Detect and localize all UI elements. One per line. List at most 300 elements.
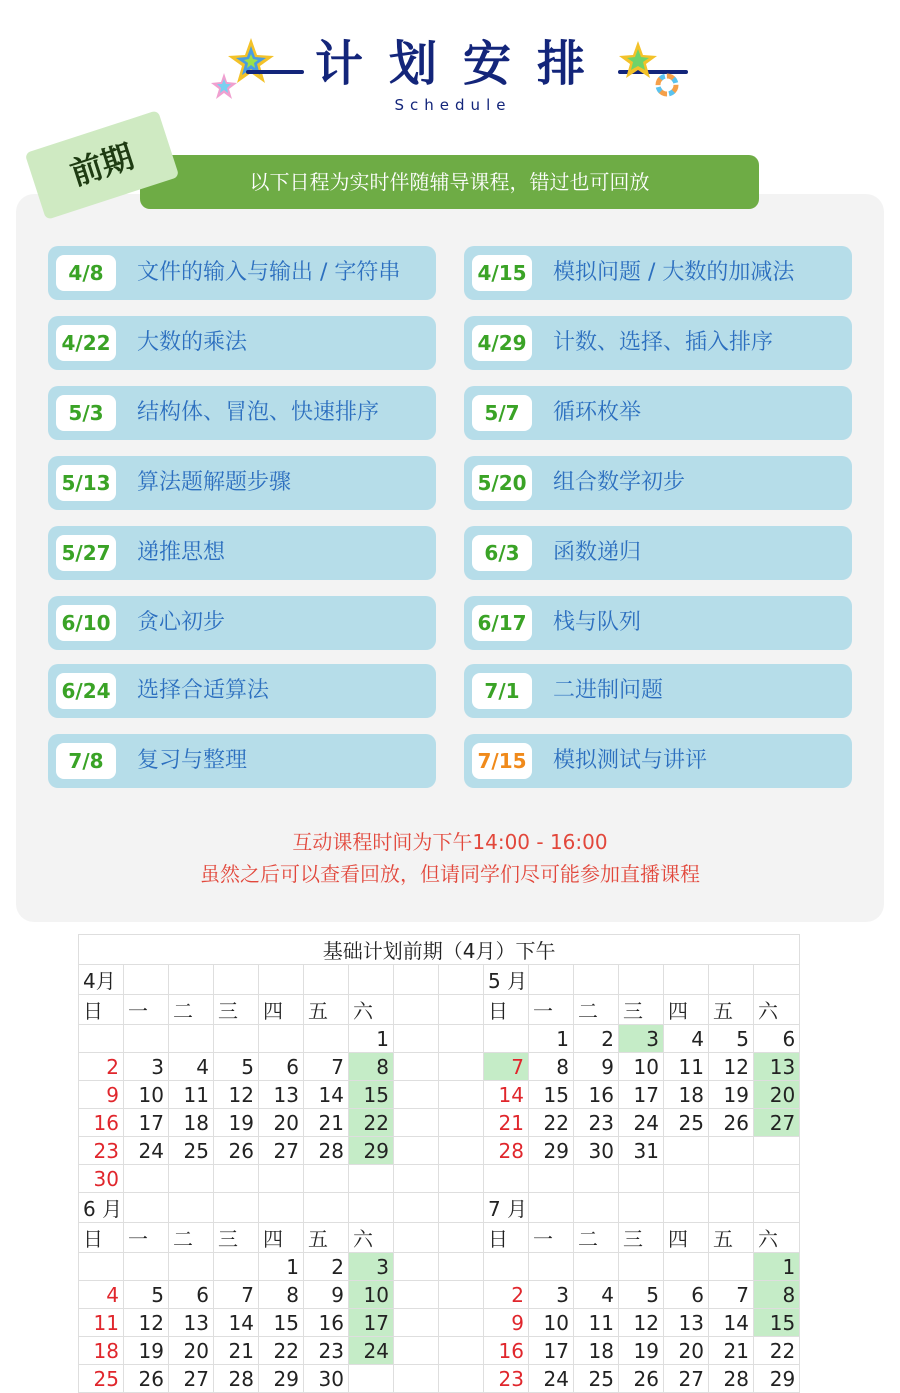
calendar-day: 23 — [574, 1109, 619, 1137]
ring-icon — [654, 72, 680, 98]
calendar-day: 30 — [79, 1165, 124, 1193]
schedule-row — [48, 386, 436, 440]
schedule-topic: 复习与整理 — [137, 748, 248, 773]
page-title: 计划安排 — [314, 36, 611, 92]
calendar-caption-row — [79, 935, 800, 965]
calendar-day: 24 — [529, 1365, 574, 1393]
calendar-day: 1 — [754, 1253, 800, 1281]
calendar-week-row — [79, 1025, 800, 1053]
weekday-header: 一 — [529, 1223, 574, 1253]
calendar-day: 26 — [619, 1365, 664, 1393]
weekday-header: 二 — [574, 995, 619, 1025]
calendar-empty-cell — [394, 1025, 439, 1053]
calendar-day: 29 — [529, 1137, 574, 1165]
calendar-day: 1 — [349, 1025, 394, 1053]
calendar-day: 6 — [169, 1281, 214, 1309]
calendar-day: 16 — [574, 1081, 619, 1109]
calendar-empty-cell — [169, 1165, 214, 1193]
schedule-row — [48, 246, 436, 300]
calendar-day: 20 — [259, 1109, 304, 1137]
calendar-empty-cell — [214, 1165, 259, 1193]
calendar-empty-cell — [349, 1365, 394, 1393]
calendar-week-row — [79, 1053, 800, 1081]
calendar-empty-cell — [709, 1253, 754, 1281]
calendar-day: 25 — [79, 1365, 124, 1393]
calendar-empty-cell — [259, 1193, 304, 1223]
calendar-day: 14 — [214, 1309, 259, 1337]
calendar-day: 5 — [124, 1281, 169, 1309]
schedule-topic: 文件的输入与输出 / 字符串 — [137, 260, 401, 285]
calendar-empty-cell — [259, 1025, 304, 1053]
calendar-empty-cell — [439, 1337, 484, 1365]
schedule-row — [464, 316, 852, 370]
calendar-day: 8 — [259, 1281, 304, 1309]
calendar-empty-cell — [124, 1193, 169, 1223]
calendar-empty-cell — [619, 1165, 664, 1193]
calendar-day: 12 — [214, 1081, 259, 1109]
schedule-row — [48, 596, 436, 650]
calendar-day: 3 — [124, 1053, 169, 1081]
schedule-row — [464, 596, 852, 650]
calendar-empty-cell — [349, 1165, 394, 1193]
schedule-date: 5/27 — [56, 535, 116, 571]
calendar-day: 2 — [574, 1025, 619, 1053]
schedule-date: 5/13 — [56, 465, 116, 501]
calendar-day: 3 — [619, 1025, 664, 1053]
schedule-row — [464, 526, 852, 580]
calendar-day: 19 — [619, 1337, 664, 1365]
calendar-day: 11 — [664, 1053, 709, 1081]
calendar-day: 25 — [169, 1137, 214, 1165]
calendar-day: 27 — [664, 1365, 709, 1393]
replay-note: 虽然之后可以查看回放，但请同学们尽可能参加直播课程 — [200, 862, 700, 886]
calendar-empty-cell — [304, 1025, 349, 1053]
schedule-row — [464, 664, 852, 718]
calendar-empty-cell — [574, 1165, 619, 1193]
calendar-week-row — [79, 1309, 800, 1337]
calendar-empty-cell — [529, 965, 574, 995]
calendar-day: 1 — [529, 1025, 574, 1053]
calendar-day: 7 — [304, 1053, 349, 1081]
calendar-day: 22 — [754, 1337, 800, 1365]
calendar-empty-cell — [394, 1165, 439, 1193]
schedule-row — [48, 316, 436, 370]
calendar-day: 29 — [259, 1365, 304, 1393]
calendar-empty-cell — [394, 1193, 439, 1223]
calendar-empty-cell — [484, 1165, 529, 1193]
calendar-empty-cell — [394, 1223, 439, 1253]
calendar-day: 24 — [349, 1337, 394, 1365]
schedule-row — [464, 246, 852, 300]
calendar-empty-cell — [169, 965, 214, 995]
calendar-caption: 基础计划前期（4月）下午 — [79, 935, 800, 965]
calendar-empty-cell — [664, 1165, 709, 1193]
calendar-empty-cell — [124, 1025, 169, 1053]
calendar-day: 16 — [304, 1309, 349, 1337]
calendar-day: 10 — [529, 1309, 574, 1337]
calendar-day: 8 — [529, 1053, 574, 1081]
calendar-day: 4 — [664, 1025, 709, 1053]
calendar-empty-cell — [394, 1281, 439, 1309]
calendar-day: 22 — [259, 1337, 304, 1365]
calendar-month-label: 7 月 — [484, 1193, 529, 1223]
calendar-day: 6 — [754, 1025, 800, 1053]
weekday-header: 日 — [484, 1223, 529, 1253]
calendar-week-row — [79, 1281, 800, 1309]
weekday-header: 四 — [259, 1223, 304, 1253]
calendar-empty-cell — [664, 965, 709, 995]
calendar-day: 7 — [214, 1281, 259, 1309]
calendar-empty-cell — [394, 1137, 439, 1165]
schedule-date: 6/10 — [56, 605, 116, 641]
calendar-weekday-row — [79, 995, 800, 1025]
schedule-date: 5/20 — [472, 465, 532, 501]
calendar-empty-cell — [169, 1253, 214, 1281]
calendar-empty-cell — [79, 1253, 124, 1281]
calendar-day: 28 — [304, 1137, 349, 1165]
calendar-day: 25 — [664, 1109, 709, 1137]
weekday-header: 三 — [214, 1223, 259, 1253]
calendar-week-row — [79, 1253, 800, 1281]
weekday-header: 六 — [349, 995, 394, 1025]
calendar-empty-cell — [439, 1165, 484, 1193]
calendar-day: 29 — [349, 1137, 394, 1165]
calendar-day: 3 — [349, 1253, 394, 1281]
calendar-day: 21 — [214, 1337, 259, 1365]
schedule-topic: 组合数学初步 — [553, 470, 686, 495]
calendar-day: 28 — [709, 1365, 754, 1393]
page-subtitle: Schedule — [394, 96, 512, 114]
calendar-week-row — [79, 1337, 800, 1365]
schedule-topic: 栈与队列 — [553, 610, 642, 635]
calendar-empty-cell — [439, 1253, 484, 1281]
calendar-empty-cell — [394, 1365, 439, 1393]
calendar-empty-cell — [439, 1053, 484, 1081]
calendar-day: 16 — [79, 1109, 124, 1137]
schedule-row — [48, 734, 436, 788]
calendar-day: 13 — [664, 1309, 709, 1337]
calendar-day: 17 — [619, 1081, 664, 1109]
schedule-row — [464, 386, 852, 440]
calendar-day: 18 — [664, 1081, 709, 1109]
calendar-empty-cell — [439, 1281, 484, 1309]
calendar-day: 30 — [304, 1365, 349, 1393]
calendar-empty-cell — [124, 1165, 169, 1193]
schedule-date: 4/15 — [472, 255, 532, 291]
calendar-day: 20 — [754, 1081, 800, 1109]
schedule-date: 6/24 — [56, 673, 116, 709]
sparkle-star-icon — [618, 40, 658, 80]
calendar-empty-cell — [754, 1193, 800, 1223]
calendar-empty-cell — [214, 1253, 259, 1281]
weekday-header: 一 — [529, 995, 574, 1025]
schedule-date: 5/3 — [56, 395, 116, 431]
calendar-empty-cell — [439, 1025, 484, 1053]
weekday-header: 五 — [304, 995, 349, 1025]
weekday-header: 二 — [574, 1223, 619, 1253]
schedule-topic: 二进制问题 — [553, 678, 664, 703]
calendar-empty-cell — [529, 1165, 574, 1193]
calendar-empty-cell — [394, 1253, 439, 1281]
calendar-empty-cell — [439, 1309, 484, 1337]
calendar-day: 2 — [484, 1281, 529, 1309]
calendar-day: 28 — [214, 1365, 259, 1393]
calendar-day: 19 — [214, 1109, 259, 1137]
calendar-empty-cell — [754, 1137, 800, 1165]
calendar-empty-cell — [439, 1081, 484, 1109]
calendar-day: 13 — [259, 1081, 304, 1109]
calendar-month-row — [79, 965, 800, 995]
schedule-row — [48, 664, 436, 718]
weekday-header: 二 — [169, 1223, 214, 1253]
calendar-day: 23 — [79, 1137, 124, 1165]
calendar-week-row — [79, 1137, 800, 1165]
calendar-day: 1 — [259, 1253, 304, 1281]
weekday-header: 四 — [664, 995, 709, 1025]
schedule-topic: 函数递归 — [553, 540, 642, 565]
calendar-empty-cell — [304, 1165, 349, 1193]
calendar-empty-cell — [304, 965, 349, 995]
calendar-empty-cell — [394, 1309, 439, 1337]
calendar-empty-cell — [664, 1253, 709, 1281]
weekday-header: 六 — [349, 1223, 394, 1253]
weekday-header: 三 — [214, 995, 259, 1025]
weekday-header: 五 — [304, 1223, 349, 1253]
schedule-date: 4/8 — [56, 255, 116, 291]
schedule-date: 7/15 — [472, 743, 532, 779]
weekday-header: 二 — [169, 995, 214, 1025]
weekday-header: 三 — [619, 1223, 664, 1253]
calendar-empty-cell — [439, 995, 484, 1025]
schedule-date: 6/3 — [472, 535, 532, 571]
schedule-date: 4/29 — [472, 325, 532, 361]
calendar-day: 15 — [754, 1309, 800, 1337]
calendar-day: 24 — [619, 1109, 664, 1137]
calendar-day: 16 — [484, 1337, 529, 1365]
calendar-day: 12 — [709, 1053, 754, 1081]
class-time-note: 互动课程时间为下午14:00 - 16:00 — [292, 830, 608, 854]
calendar-empty-cell — [709, 1193, 754, 1223]
calendar-day: 7 — [484, 1053, 529, 1081]
calendar-day: 9 — [304, 1281, 349, 1309]
schedule-date: 6/17 — [472, 605, 532, 641]
calendar-day: 9 — [574, 1053, 619, 1081]
calendar-day: 26 — [124, 1365, 169, 1393]
calendar-day: 12 — [124, 1309, 169, 1337]
schedule-topic: 结构体、冒泡、快速排序 — [137, 400, 380, 425]
calendar-day: 10 — [619, 1053, 664, 1081]
calendar-empty-cell — [439, 1137, 484, 1165]
calendar-day: 18 — [169, 1109, 214, 1137]
calendar-day: 8 — [349, 1053, 394, 1081]
calendar-day: 8 — [754, 1281, 800, 1309]
schedule-topic: 算法题解题步骤 — [137, 470, 292, 495]
calendar-empty-cell — [754, 1165, 800, 1193]
calendar-week-row — [79, 1109, 800, 1137]
calendar-week-row — [79, 1081, 800, 1109]
calendar-empty-cell — [484, 1253, 529, 1281]
calendar-day: 30 — [574, 1137, 619, 1165]
calendar-empty-cell — [664, 1137, 709, 1165]
calendar-day: 19 — [124, 1337, 169, 1365]
calendar-empty-cell — [394, 965, 439, 995]
calendar-day: 23 — [304, 1337, 349, 1365]
schedule-date: 7/8 — [56, 743, 116, 779]
calendar-day: 21 — [304, 1109, 349, 1137]
calendar-day: 20 — [664, 1337, 709, 1365]
calendar-day: 14 — [484, 1081, 529, 1109]
calendar-day: 19 — [709, 1081, 754, 1109]
calendar-empty-cell — [439, 1365, 484, 1393]
calendar-week-row — [79, 1165, 800, 1193]
calendar-week-row — [79, 1365, 800, 1393]
calendar-day: 17 — [529, 1337, 574, 1365]
schedule-topic: 模拟问题 / 大数的加减法 — [553, 260, 795, 285]
calendar-day: 5 — [709, 1025, 754, 1053]
calendar-empty-cell — [754, 965, 800, 995]
calendar-empty-cell — [619, 1253, 664, 1281]
calendar-day: 12 — [619, 1309, 664, 1337]
calendar-empty-cell — [709, 965, 754, 995]
calendar-empty-cell — [529, 1193, 574, 1223]
calendar-empty-cell — [394, 1081, 439, 1109]
weekday-header: 一 — [124, 995, 169, 1025]
calendar-day: 27 — [259, 1137, 304, 1165]
calendar-day: 18 — [79, 1337, 124, 1365]
calendar-empty-cell — [349, 1193, 394, 1223]
schedule-row — [464, 734, 852, 788]
calendar-empty-cell — [259, 965, 304, 995]
calendar-day: 17 — [349, 1309, 394, 1337]
calendar-day: 14 — [304, 1081, 349, 1109]
schedule-topic: 计数、选择、插入排序 — [553, 330, 774, 355]
schedule-banner: 以下日程为实时伴随辅导课程，错过也可回放 — [140, 155, 759, 209]
weekday-header: 日 — [79, 1223, 124, 1253]
schedule-topic: 贪心初步 — [137, 610, 226, 635]
calendar-month-label: 5 月 — [484, 965, 529, 995]
calendar-day: 10 — [124, 1081, 169, 1109]
calendar-day: 22 — [349, 1109, 394, 1137]
calendar-day: 21 — [709, 1337, 754, 1365]
calendar-day: 31 — [619, 1137, 664, 1165]
calendar-day: 9 — [79, 1081, 124, 1109]
calendar-empty-cell — [574, 965, 619, 995]
calendar-day: 26 — [709, 1109, 754, 1137]
calendar-empty-cell — [349, 965, 394, 995]
calendar-empty-cell — [214, 1025, 259, 1053]
calendar-day: 23 — [484, 1365, 529, 1393]
calendar-month-label: 4月 — [79, 965, 124, 995]
calendar-day: 4 — [79, 1281, 124, 1309]
calendar-empty-cell — [124, 965, 169, 995]
calendar-day: 6 — [259, 1053, 304, 1081]
calendar-day: 9 — [484, 1309, 529, 1337]
weekday-header: 五 — [709, 995, 754, 1025]
weekday-header: 日 — [79, 995, 124, 1025]
calendar-day: 15 — [349, 1081, 394, 1109]
weekday-header: 六 — [754, 1223, 800, 1253]
schedule-row — [48, 456, 436, 510]
phase-tag: 前期 — [25, 110, 180, 220]
calendar-empty-cell — [709, 1165, 754, 1193]
schedule-topic: 选择合适算法 — [137, 678, 270, 703]
calendar-empty-cell — [214, 1193, 259, 1223]
calendar-weekday-row — [79, 1223, 800, 1253]
calendar-empty-cell — [664, 1193, 709, 1223]
schedule-row — [48, 526, 436, 580]
weekday-header: 四 — [259, 995, 304, 1025]
schedule-date: 5/7 — [472, 395, 532, 431]
calendar-day: 21 — [484, 1109, 529, 1137]
weekday-header: 五 — [709, 1223, 754, 1253]
schedule-topic: 模拟测试与讲评 — [553, 748, 708, 773]
calendar-empty-cell — [484, 1025, 529, 1053]
calendar-empty-cell — [439, 1109, 484, 1137]
calendar-day: 24 — [124, 1137, 169, 1165]
schedule-date: 7/1 — [472, 673, 532, 709]
calendar-day: 27 — [169, 1365, 214, 1393]
calendar-day: 11 — [79, 1309, 124, 1337]
calendar-empty-cell — [394, 1109, 439, 1137]
calendar-day: 22 — [529, 1109, 574, 1137]
calendar-empty-cell — [214, 965, 259, 995]
calendar-day: 11 — [574, 1309, 619, 1337]
calendar-empty-cell — [304, 1193, 349, 1223]
calendar-day: 17 — [124, 1109, 169, 1137]
weekday-header: 六 — [754, 995, 800, 1025]
calendar-day: 5 — [619, 1281, 664, 1309]
calendar-day: 2 — [79, 1053, 124, 1081]
weekday-header: 四 — [664, 1223, 709, 1253]
calendar-empty-cell — [574, 1253, 619, 1281]
calendar-empty-cell — [439, 1223, 484, 1253]
calendar-day: 26 — [214, 1137, 259, 1165]
calendar-day: 4 — [574, 1281, 619, 1309]
calendar-day: 6 — [664, 1281, 709, 1309]
calendar-day: 11 — [169, 1081, 214, 1109]
calendar-empty-cell — [169, 1025, 214, 1053]
calendar-day: 2 — [304, 1253, 349, 1281]
weekday-header: 日 — [484, 995, 529, 1025]
calendar-day: 29 — [754, 1365, 800, 1393]
calendar-table — [78, 934, 800, 1393]
calendar-day: 25 — [574, 1365, 619, 1393]
calendar-empty-cell — [619, 1193, 664, 1223]
schedule-topic: 递推思想 — [137, 540, 226, 565]
schedule-row — [464, 456, 852, 510]
calendar-month-label: 6 月 — [79, 1193, 124, 1223]
calendar-empty-cell — [394, 1053, 439, 1081]
schedule-date: 4/22 — [56, 325, 116, 361]
calendar-empty-cell — [574, 1193, 619, 1223]
calendar-empty-cell — [394, 1337, 439, 1365]
calendar-day: 5 — [214, 1053, 259, 1081]
weekday-header: 三 — [619, 995, 664, 1025]
calendar-empty-cell — [529, 1253, 574, 1281]
calendar-day: 4 — [169, 1053, 214, 1081]
calendar-day: 7 — [709, 1281, 754, 1309]
weekday-header: 一 — [124, 1223, 169, 1253]
calendar-day: 20 — [169, 1337, 214, 1365]
calendar-empty-cell — [79, 1025, 124, 1053]
calendar-empty-cell — [709, 1137, 754, 1165]
calendar-empty-cell — [439, 1193, 484, 1223]
calendar-day: 15 — [259, 1309, 304, 1337]
header — [0, 0, 900, 130]
calendar-empty-cell — [619, 965, 664, 995]
calendar-day: 3 — [529, 1281, 574, 1309]
calendar-day: 10 — [349, 1281, 394, 1309]
